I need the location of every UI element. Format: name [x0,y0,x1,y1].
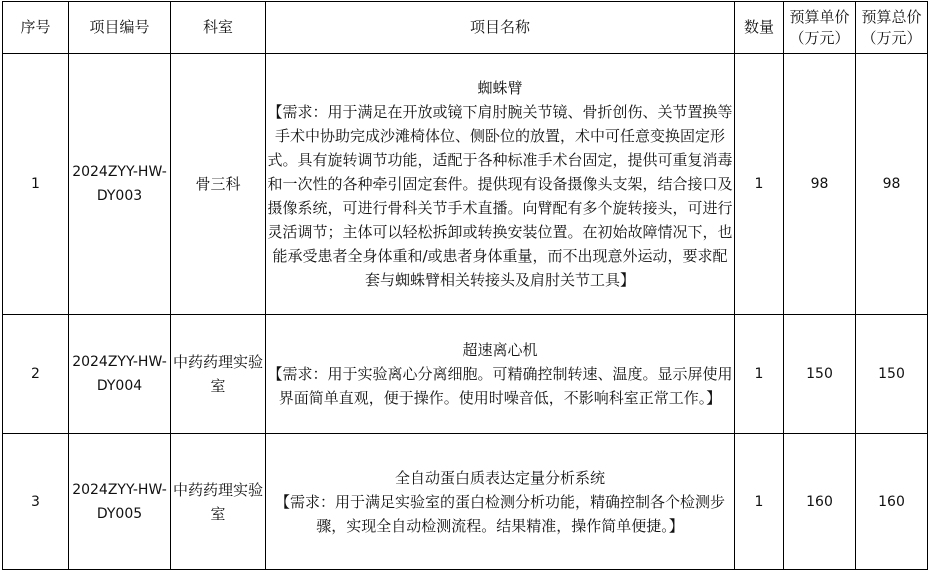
project-code: 2024ZYY-HW-DY003 [69,54,171,315]
header-code: 项目编号 [69,2,171,54]
table-row [3,54,928,315]
procurement-table [2,1,928,570]
project-description [266,315,735,434]
department: 骨三科 [171,54,266,315]
department: 中药药理实验室 [171,315,266,434]
header-index: 序号 [3,2,69,54]
header-row [3,2,928,54]
row-index: 3 [3,434,69,570]
header-unit-budget: 预算单价（万元） [784,2,856,54]
project-code: 2024ZYY-HW-DY005 [69,434,171,570]
project-requirement: 【需求：用于满足实验室的蛋白检测分析功能，精确控制各个检测步骤，实现全自动检测流程。结果精准，操作简单便捷。】 [274,492,725,535]
project-requirement: 【需求：用于满足在开放或镜下肩肘腕关节镜、骨折创伤、关节置换等手术中协助完成沙滩椅体位、侧卧位的放置，术中可任意变换固定形式。具有旋转调节功能，适配于各种标准手术台固定，提供可重复消毒和一次性的各种牵引固定套件。提供现有设备摄像头支架，结合接口及摄像系统，可进行骨科关节手术直播。向臂配有多个旋转接头，可进行灵活调节；主体可以轻松拆卸或转换安装位置。在初始故障情况下，也能承受患者全身体重和/或患者身体重量，而不出现意外运动，要求配套与蜘蛛臂相关转接头及肩肘关节工具】 [267,103,733,289]
project-name: 蜘蛛臂 [477,79,523,97]
department: 中药药理实验室 [171,434,266,570]
quantity: 1 [735,434,784,570]
total-budget: 150 [856,315,928,434]
row-index: 2 [3,315,69,434]
project-description [266,434,735,570]
table-row [3,315,928,434]
header-quantity: 数量 [735,2,784,54]
project-requirement: 【需求：用于实验离心分离细胞。可精确控制转速、温度。显示屏使用界面简单直观，便于操作。使用时噪音低，不影响科室正常工作。】 [267,365,733,407]
unit-budget: 98 [784,54,856,315]
header-total-budget: 预算总价（万元） [856,2,928,54]
total-budget: 98 [856,54,928,315]
header-department: 科室 [171,2,266,54]
project-code: 2024ZYY-HW-DY004 [69,315,171,434]
unit-budget: 150 [784,315,856,434]
quantity: 1 [735,315,784,434]
total-budget: 160 [856,434,928,570]
quantity: 1 [735,54,784,315]
project-description [266,54,735,315]
unit-budget: 160 [784,434,856,570]
project-name: 全自动蛋白质表达定量分析系统 [394,468,605,487]
table-row [3,434,928,570]
row-index: 1 [3,54,69,315]
header-name: 项目名称 [266,2,735,54]
project-name: 超速离心机 [462,341,538,359]
